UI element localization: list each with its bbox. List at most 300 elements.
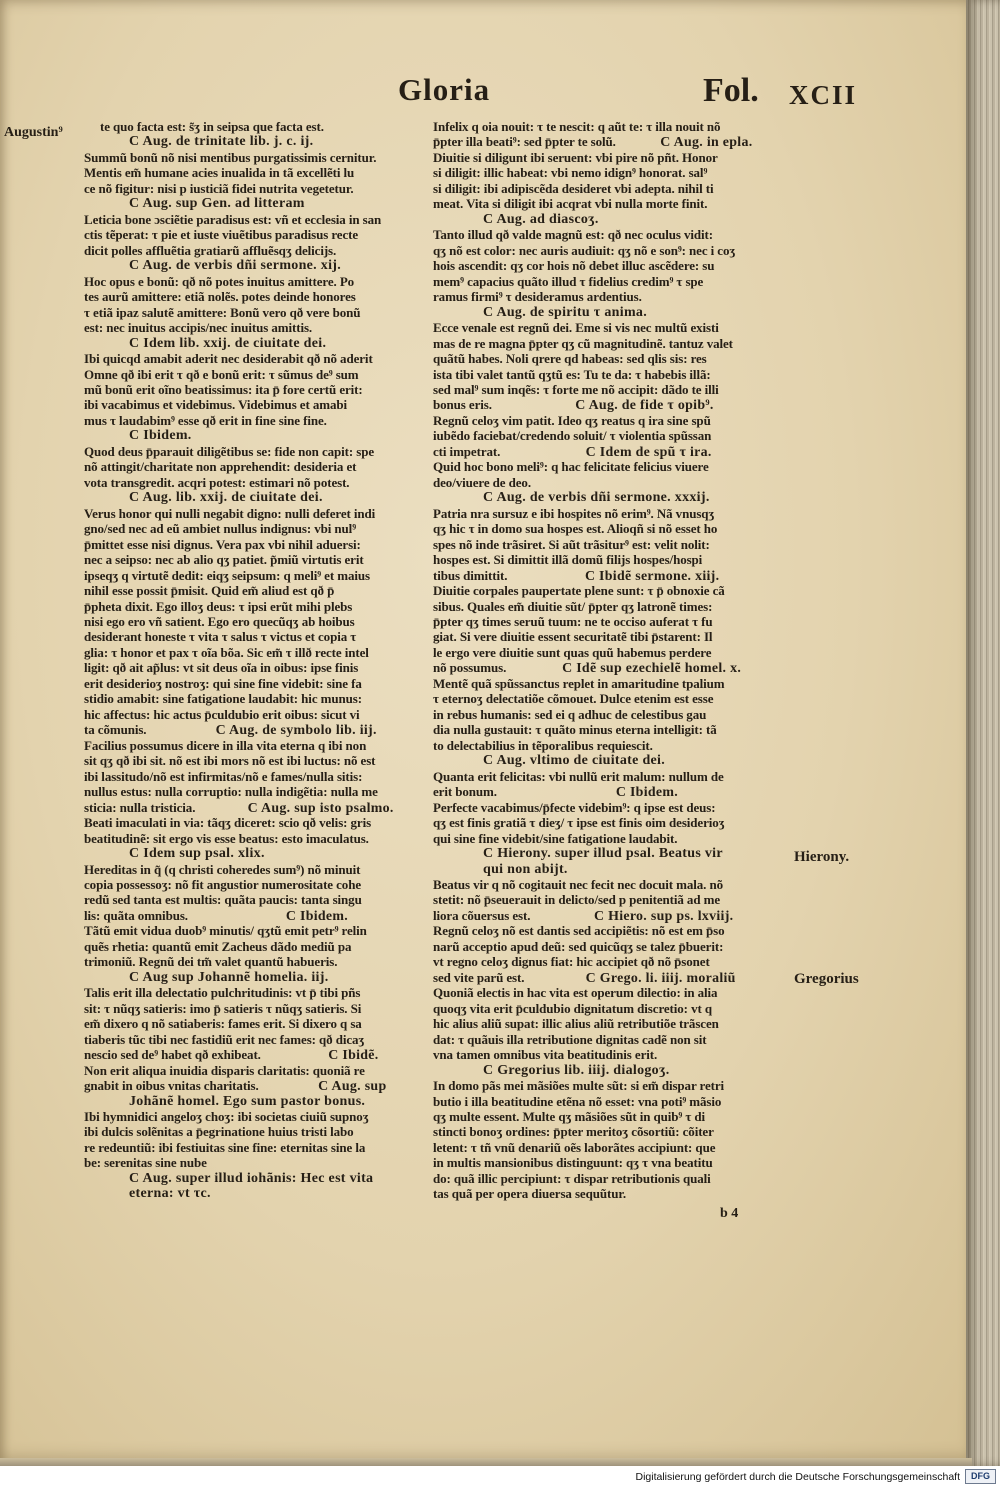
text-line [433,1016,785,1031]
line-text: tas quã per opera diuersa sequũtur. [433,1186,626,1202]
text-line [433,537,785,552]
line-text: narũ acceptio apud deũ: sed quicũqʒ se talez p̄buerit: [433,938,724,954]
rubric-heading: C Aug. sup isto psalmo. [247,800,394,816]
text-line [84,382,434,397]
line-text: Diuitie corpales paupertate plene sunt: τ p̄ obnoxie cã [433,583,725,599]
rubric-line [84,490,434,505]
signature-mark: b 4 [720,1206,739,1221]
text-line [433,459,785,474]
line-text: cti impetrat. [433,443,501,459]
folio-number: XCII [789,80,858,110]
line-text: Mentis em̃ humane acies inualida in tã excellẽti lu [84,165,355,181]
rubric-heading: C Aug. sup [318,1079,387,1095]
text-line [433,150,785,165]
book-edge [966,0,1000,1466]
line-text: Tãtũ emit vidua duob⁹ minutis/ qʒtũ emit petr⁹ relin [84,923,367,939]
line-text: in rebus humanis: sed ei q adhuc de celestibus gau [433,706,707,722]
line-text: ce nõ figitur: nisi p iusticiã fidei nutrita vegetetur. [84,180,354,196]
line-text: Patria nra sursuz e ibi hospites nõ erim⁹. Nã vnusqʒ [433,505,715,521]
line-text: si diligit: ibi adipiscẽda desideret vbi adepta. nihil ti [433,180,714,196]
rubric-heading: C Aug. super illud iohãnis: Hec est vita [129,1170,374,1186]
line-text: Infelix q oia nouit: τ te nescit: q aũt te: τ illa nouit nõ [433,119,721,134]
rubric-heading: C Hierony. super illud psal. Beatus vir [483,846,723,862]
line-text: Beatus vir q nõ cogitauit nec fecit nec docuit mala. nõ [433,876,723,892]
text-line [84,320,434,335]
line-text: est: nec inuitus accipis/nec inuitus amittis. [84,320,313,336]
line-text: em̃ dixero q nõ satiaberis: fames erit. Si dixero q sa [84,1016,362,1032]
line-text: Verus honor qui nulli negabit digno: nulli deferet indi [84,505,376,521]
rubric-line [433,212,785,227]
margin-note-gregorius: Gregorius [794,971,859,987]
rubric-heading: qui non abijt. [483,861,568,877]
rubric-heading: eterna: vt τc. [129,1186,211,1202]
rubric-heading: C Aug. de spiritu τ anima. [483,304,648,320]
rubric-line [84,1186,434,1201]
rubric-line [84,970,434,985]
text-line [84,862,434,877]
line-text: lis: quãta omnibus. [84,907,188,923]
line-text: letent: τ tñ vnũ denariũ oẽs laborãtes accipiunt: que [433,1139,716,1155]
line-text: nihil esse possit p̄misit. Quid em̃ aliud est qð p̄ [84,583,335,599]
text-line [433,367,785,382]
line-text: beatitudinẽ: sit ergo vis esse beatus: esto imaculatus. [84,830,369,846]
text-line [433,599,785,614]
rubric-line [433,753,785,768]
line-text: Quod deus p̄parauit diligẽtibus se: fide non capit: spe [84,443,375,459]
rubric-heading: C Aug. vltimo de ciuitate dei. [483,753,666,769]
text-line [84,397,434,412]
text-line [433,939,785,954]
line-text: dat: τ quãuis illa retributione dignitas cadẽ non sit [433,1031,707,1047]
line-text: ta cõmunis. [84,722,147,738]
digitization-footer [0,1466,1000,1488]
digitization-credit: Digitalisierung gefördert durch die Deutsche Forschungsgemeinschaft [635,1471,960,1483]
line-text: nisi ego ero vñ satient. Ego ero quecũqʒ ab hoibus [84,614,355,629]
rubric-heading: C Aug. de symbolo lib. iij. [215,723,377,739]
line-text: sed mal⁹ sum inqẽs: τ forte me nõ accipit: dãdo te illi [433,381,719,397]
line-text: vota transgredit. acqri potest: estimari nõ potest. [84,474,350,490]
line-text: mas de re magna p̄pter qʒ cũ magnitudinẽ. tantuz valet [433,335,733,351]
line-text: erit desiderioʒ nostroʒ: qui sine fine videbit: sine fa [84,675,362,691]
line-text: dia nulla gustauit: τ quãto minus eterna intelligit: tã [433,722,717,738]
text-line [84,150,434,165]
rubric-heading: C Aug. de verbis dñi sermone. xij. [129,258,342,274]
folio-label: Fol. [703,72,759,109]
text-line [433,119,785,134]
line-text: dicit polles affluẽtia gratiarũ affluẽsqʒ delicijs. [84,242,337,258]
line-text: Ibi hymnidici angeloʒ choʒ: ibi societas ciuiũ supnoʒ [84,1109,369,1124]
text-line [433,196,785,211]
text-line [84,599,434,614]
text-line [433,923,785,938]
text-line [84,289,434,304]
text-line-with-rubric [84,722,434,737]
text-line [433,877,785,892]
page-bottom-edge [0,1458,972,1466]
rubric-line [84,258,434,273]
text-line [433,506,785,521]
text-line [84,1155,434,1170]
text-line [84,769,434,784]
text-line [433,320,785,335]
line-text: stidio amabit: sine fatigatione laudabit: hic munus: [84,691,362,707]
text-line [84,784,434,799]
rubric-heading: C Idem sup psal. xlix. [129,846,265,862]
right-column [433,119,785,1202]
text-line [84,892,434,907]
rubric-heading: C Aug. lib. xxij. de ciuitate dei. [129,490,323,506]
line-text: in multis mansionibus distinguunt: qʒ τ vna beatitu [433,1155,713,1171]
rubric-line [84,134,434,149]
line-text: sibus. Quales em̃ diuitie sũt/ p̄pter qʒ latronẽ times: [433,598,713,614]
line-text: desiderant honeste τ vita τ salus τ victus et copia τ [84,629,357,645]
rubric-line [433,846,785,861]
line-text: gnabit in oibus vnitas charitatis. [84,1078,259,1094]
rubric-heading: C Idem de spũ τ ira. [585,444,712,460]
rubric-line [84,196,434,211]
text-line [433,413,785,428]
rubric-heading: C Gregorius lib. iiij. dialogoʒ. [483,1062,670,1078]
line-text: qui sine fine videbit/sine fatigatione laudabit. [433,830,678,846]
line-text: qʒ multe essent. Multe qʒ mãsiões sũt in quib⁹ τ di [433,1109,706,1124]
line-text: Beati imaculati in via: tãqʒ diceret: scio qð velis: gris [84,815,372,831]
line-text: τ eternoʒ delectatiõe cõmouet. Dulce etenim est esse [433,691,714,707]
line-text: meat. Vita si diligit ibi acqrat vbi nulla morte finit. [433,196,708,212]
text-line [84,119,434,134]
text-line-with-rubric [433,784,785,799]
line-text: hic alius aliũ supat: illic alius aliũ retributiõe trãscen [433,1016,719,1032]
text-line [433,165,785,180]
rubric-heading: C Ibidem. [285,908,349,924]
text-line [84,506,434,521]
text-line [84,1032,434,1047]
text-line [84,1016,434,1031]
text-line [84,521,434,536]
text-line [84,614,434,629]
text-line [433,289,785,304]
text-line [84,568,434,583]
text-line [433,1171,785,1186]
text-line [433,614,785,629]
line-text: stincti bonoʒ ordines: p̄pter meritoʒ cõsortiũ: cõiter [433,1124,714,1140]
text-line [433,1186,785,1201]
line-text: tes aurũ amittere: etiã nolẽs. potes deinde honores [84,289,356,305]
line-text: quẽs rhetia: quantũ emit Zacheus dãdo mediũ pa [84,938,352,954]
line-text: Perfecte vacabimus/p̄fecte videbim⁹: q ipse est deus: [433,799,716,815]
text-line-with-rubric [433,568,785,583]
text-line [84,413,434,428]
rubric-line [84,1171,434,1186]
rubric-line [84,336,434,351]
text-line [433,831,785,846]
line-text: ibi dulcis solẽnitas a p̄egrinatione huius tristi labo [84,1124,354,1140]
rubric-heading: C Idem lib. xxij. de ciuitate dei. [129,335,327,351]
line-text: nec a seipso: nec ab alio qʒ patiet. p̃miũ virtutis erit [84,552,364,568]
text-line-with-rubric [84,800,434,815]
text-line [433,227,785,242]
line-text: ctis tẽperat: τ pie et iuste viuẽtibus paradisus recte [84,227,359,243]
text-line [84,1140,434,1155]
text-line [433,336,785,351]
text-line [84,1109,434,1124]
line-text: hospes est. Si dimittit illã domũ filijs hospes/hospi [433,552,703,568]
line-text: si diligit: illic habeat: vbi nemo idign⁹ honorat. sal⁹ [433,165,708,181]
line-text: qʒ nõ est color: nec auris audiuit: qʒ nõ e son⁹: nec i coʒ [433,242,736,258]
margin-note-hieronymus: Hierony. [794,849,850,865]
line-text: iubẽdo faciebat/credendo soluit/ τ violentia spũssan [433,428,712,444]
text-line [433,800,785,815]
text-line [84,459,434,474]
text-line [84,475,434,490]
text-line [84,583,434,598]
text-line [433,258,785,273]
text-line [433,243,785,258]
rubric-heading: C Aug. de trinitate lib. j. c. ij. [129,134,314,150]
text-line-with-rubric [433,908,785,923]
text-line [433,691,785,706]
text-line [84,274,434,289]
text-line [84,351,434,366]
text-line [433,645,785,660]
line-text: redũ sed tanta est multis: quãta paucis: tanta singu [84,892,362,908]
rubric-heading: C Idẽ sup ezechielẽ homel. x. [562,661,742,677]
text-line [84,923,434,938]
rubric-heading: C Ibidẽ sermone. xiij. [584,568,720,584]
text-line [84,738,434,753]
line-text: deo/viuere de deo. [433,474,531,490]
rubric-line [433,490,785,505]
line-text: be: serenitas sine nube [84,1155,207,1171]
line-text: glia: τ honor et pax τ oĩa bõa. Sic em̃ τ illð recte intel [84,644,369,660]
line-text: Hereditas in q̃ (q christi coheredes sum⁹) nõ minuit [84,861,361,877]
text-line [84,645,434,660]
line-text: Mentẽ quã spũssanctus replet in amaritudine tpalium [433,675,725,691]
rubric-line [433,1063,785,1078]
text-line [84,676,434,691]
line-text: hois ascendit: qʒ cor hois nõ debet illuc ascẽdere: su [433,258,715,274]
line-text: vt regno celoʒ dignus fiat: hic accipiet qð nõ p̄sonet [433,954,710,970]
line-text: p̄pheta dixit. Ego illoʒ deus: τ ipsi erũt mihi plebs [84,598,353,614]
text-line-with-rubric [433,134,785,149]
text-line [84,660,434,675]
rubric-line [433,862,785,877]
rubric-heading: C Aug. de verbis dñi sermone. xxxij. [483,490,710,506]
line-text: te quo facta est: s̃ʒ in seipsa que facta est. [100,119,324,134]
text-line-with-rubric [433,397,785,412]
rubric-line [433,305,785,320]
line-text: p̄mittet esse nisi dignus. Vera pax vbi nihil aduersi: [84,536,361,552]
text-line [84,227,434,242]
line-text: mem⁹ capacius quãto illud τ fidelius credim⁹ τ spe [433,273,704,289]
line-text: Diuitie si diligunt ibi seruent: vbi pire nõ pñt. Honor [433,149,718,165]
line-text: le ergo vere diuitie sunt quas quũ habemus perdere [433,644,712,660]
text-line [433,892,785,907]
dfg-logo: DFG [965,1469,996,1484]
line-text: sit: τ nũqʒ satieris: imo p̄ satieris τ nũqʒ satieris. Si [84,1000,362,1016]
line-text: Summũ bonũ nõ nisi mentibus purgatissimis cernitur. [84,149,377,165]
line-text: spes nõ inde trãsiret. Si aũt trãsitur⁹ est: velit nolit: [433,536,710,552]
line-text: butio i illa beatitudine etẽna nõ esset: vna poti⁹ mãsio [433,1093,722,1109]
text-line [433,475,785,490]
line-text: nõ possumus. [433,660,507,676]
text-line [433,382,785,397]
line-text: liora cõuersus est. [433,907,531,923]
line-text: Regnũ celoʒ vim patit. Ideo qʒ reatus q ira sine spũ [433,412,711,428]
rubric-heading: C Aug. sup Gen. ad litteram [129,196,305,212]
line-text: quoqʒ vita erit p̄culdubio dignitatum discretio: vt q [433,1000,712,1016]
line-text: ibi vacabimus et videbimus. Videbimus et amabi [84,397,348,413]
text-line-with-rubric [84,908,434,923]
line-text: copia possessoʒ: nõ fit angustior numerositate cohe [84,876,361,892]
line-text: Talis erit illa delectatio pulchritudinis: vt p̄ tibi pñs [84,985,361,1001]
line-text: re redeuntiũ: ibi festiuitas sine fine: eternitas sine la [84,1139,366,1155]
text-line [433,552,785,567]
line-text: Hoc opus e bonũ: qð nõ potes inuitus amittere. Po [84,273,355,289]
line-text: Ibi quicqd amabit aderit nec desiderabit qð nõ aderit [84,351,373,367]
text-line [84,1001,434,1016]
rubric-heading: C Aug. de fide τ opib⁹. [575,398,714,414]
line-text: giat. Si vere diuitie essent securitatẽ tibi p̄starent: Il [433,629,713,645]
text-line [433,1124,785,1139]
text-line [84,939,434,954]
line-text: do: quã illic percipiunt: τ dispar retributionis quali [433,1170,711,1186]
rubric-line [84,1094,434,1109]
text-line [433,1032,785,1047]
text-line [433,769,785,784]
text-line-with-rubric [433,970,785,985]
line-text: vna tamen omnibus vita beatitudinis erit. [433,1047,658,1063]
text-line [433,274,785,289]
rubric-heading: Johãnẽ homel. Ego sum pastor bonus. [129,1093,366,1109]
rubric-heading: C Ibidẽ. [328,1048,379,1064]
line-text: Quid hoc bono meli⁹: q hac felicitate felicius viuere [433,459,709,475]
text-line [84,954,434,969]
text-line [433,1109,785,1124]
text-line [84,537,434,552]
text-line-with-rubric [84,1047,434,1062]
line-text: Facilius possumus dicere in illa vita eterna q ibi non [84,737,367,753]
line-text: ligit: qð ait ap̃lus: vt sit deus oĩa in oibus: ipse finis [84,660,359,676]
text-line [433,722,785,737]
text-line-with-rubric [433,660,785,675]
line-text: mũ bonũ erit oĩno beatissimus: ita p̄ fore certũ erit: [84,381,363,397]
line-text: qʒ hic τ in domo sua hospes est. Alioqñ si nõ esset ho [433,521,718,537]
line-text: gno/sed nec ad eũ ambiet nullus indignus: vbi nul⁹ [84,521,356,537]
text-line [84,552,434,567]
text-line [433,583,785,598]
line-text: nullus estus: nulla corruptio: nulla indigẽtia: nulla me [84,784,378,800]
text-line [433,351,785,366]
line-text: trimoniũ. Regnũ dei tm̃ valet quantũ habueris. [84,954,338,970]
line-text: to delectabilius in tẽporalibus requiescit. [433,737,653,753]
text-line [433,629,785,644]
text-line [433,1140,785,1155]
line-text: quãtũ habes. Noli qrere qd habeas: sed qlis sis: res [433,351,707,367]
rubric-heading: C Hiero. sup ps. lxviij. [593,908,734,924]
text-line [84,181,434,196]
text-line [433,985,785,1000]
line-text: ibi lassitudo/nõ est infirmitas/nõ e fames/nulla sitis: [84,768,363,784]
line-text: ista tibi valet tantũ qʒtũ es: Tu te da: τ habebis illã: [433,366,711,382]
rubric-line [84,846,434,861]
text-line [433,1094,785,1109]
line-text: Quoniã electis in hac vita est operum dilectio: in alia [433,985,718,1001]
line-text: tibus dimittit. [433,567,508,583]
text-line [433,521,785,536]
line-text: p̄pter illa beati⁹: sed p̄pter te solũ. [433,134,616,150]
line-text: p̄pter qʒ times seruũ tuum: ne te occiso auferat τ fu [433,614,713,629]
rubric-line [84,428,434,443]
text-line [84,629,434,644]
rubric-heading: C Aug. ad diascoʒ. [483,211,599,227]
line-text: tiaberis tũc tibi nec fastidiũ erit nec fames: qð dicaʒ [84,1031,365,1047]
text-line [433,738,785,753]
line-text: erit bonum. [433,784,497,800]
text-line [84,691,434,706]
text-line [433,1155,785,1170]
line-text: ipseqʒ q virtutẽ dedit: eiqʒ seipsum: q meli⁹ et maius [84,567,370,583]
line-text: Omne qð ibi erit τ qð e bonũ erit: τ sũmus de⁹ sum [84,366,359,382]
text-line [433,707,785,722]
text-line [433,676,785,691]
rubric-heading: C Ibidem. [129,428,192,444]
text-line [433,1078,785,1093]
text-line [433,1047,785,1062]
text-line [84,212,434,227]
text-line [84,985,434,1000]
text-line [84,1124,434,1139]
line-text: mus τ laudabim⁹ esse qð erit in fine sine fine. [84,412,327,428]
text-line [84,367,434,382]
text-line [84,243,434,258]
line-text: Non erit aliqua inuidia disparis claritatis: quoniã re [84,1062,365,1078]
text-line [84,1063,434,1078]
line-text: stetit: nõ p̄seuerauit in delicto/sed p penitentiã ad me [433,892,720,908]
line-text: sticia: nulla tristicia. [84,799,196,815]
line-text: Tanto illud qð valde magnũ est: qð nec oculus vidit: [433,227,714,243]
line-text: Leticia bone ɔsciẽtie paradisus est: vñ et ecclesia in san [84,211,382,227]
text-line [433,815,785,830]
text-line [84,831,434,846]
text-line [84,305,434,320]
line-text: qʒ est finis gratiã τ dieʒ/ τ ipse est finis oim desiderioʒ [433,815,725,831]
line-text: sed vite parũ est. [433,969,525,985]
rubric-heading: C Grego. li. iiij. moraliũ [585,970,736,986]
line-text: nescio sed de⁹ habet qð exhibeat. [84,1047,261,1063]
text-line [84,815,434,830]
text-line [84,877,434,892]
line-text: τ etiã ipaz salutẽ amittere: Bonũ vero qð vere bonũ [84,304,361,320]
text-line [84,444,434,459]
line-text: nõ attingit/charitate non apprehendit: desideria et [84,459,357,475]
margin-note-augustinus: Augustin⁹ [4,125,63,140]
text-line-with-rubric [433,444,785,459]
text-line [84,707,434,722]
line-text: Quanta erit felicitas: vbi nullũ erit malum: nullum de [433,768,724,784]
text-line-with-rubric [84,1078,434,1093]
text-line [433,181,785,196]
line-text: Ecce venale est regnũ dei. Eme si vis nec multũ existi [433,320,719,336]
text-line [433,1001,785,1016]
rubric-heading: C Ibidem. [615,785,679,801]
line-text: ramus firmi⁹ τ desideramus ardentius. [433,289,642,305]
text-line [433,954,785,969]
text-line [84,165,434,180]
left-column [84,119,434,1202]
line-text: In domo pãs mei mãsiões multe sũt: si em̃ dispar retri [433,1078,725,1094]
running-title: Gloria [398,72,491,107]
text-line [433,428,785,443]
